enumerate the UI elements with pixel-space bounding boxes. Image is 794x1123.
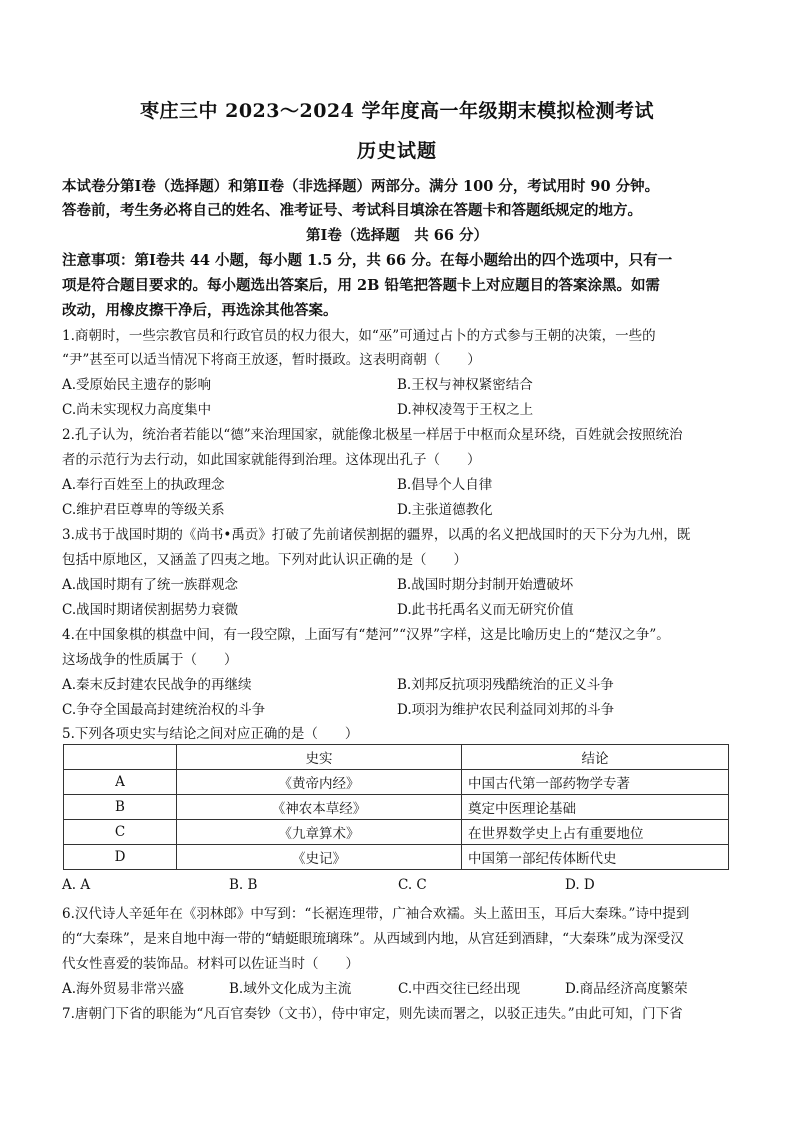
question-4-option-c: C.争夺全国最高封建统治权的斗争 [62,702,266,718]
table-header-row [64,745,729,770]
table-header-cell [64,745,177,770]
question-6-line-1: 6.汉代诗人辛延年在《羽林郎》中写到：“长裾连理带，广袖合欢襦。头上蓝田玉，耳后大秦珠。”诗中提到 [62,906,690,922]
note-line-1: 注意事项：第Ⅰ卷共 44 小题，每小题 1.5 分，共 66 分。在每小题给出的四个选项中，只有一 [62,252,673,269]
question-2-option-d: D.主张道德教化 [397,502,493,518]
table-cell: 中国第一部纪传体断代史 [462,845,729,870]
table-cell: 《神农本草经》 [177,795,462,820]
question-6-option-b: B.域外文化成为主流 [229,981,352,997]
table-cell: 奠定中医理论基础 [462,795,729,820]
table-cell: 《九章算术》 [177,820,462,845]
question-2-option-c: C.维护君臣尊卑的等级关系 [62,502,225,518]
question-1-line-1: 1.商朝时，一些宗教官员和行政官员的权力很大，如“巫”可通过占卜的方式参与王朝的决策，一些的 [62,328,656,344]
table-cell: 中国古代第一部药物学专著 [462,770,729,795]
table-header-cell: 史实 [177,745,462,770]
intro-line-1: 本试卷分第Ⅰ卷（选择题）和第Ⅱ卷（非选择题）两部分。满分 100 分，考试用时 90 分钟。 [62,178,660,195]
question-3-option-b: B.战国时期分封制开始遭破坏 [397,577,574,593]
question-7-line-1: 7.唐朝门下省的职能为“凡百官奏钞（文书），侍中审定，则先读而署之，以驳正违失。”由此可知，门下省 [62,1006,683,1022]
table-cell: B [64,795,177,820]
intro-line-2: 答卷前，考生务必将自己的姓名、准考证号、考试科目填涂在答题卡和答题纸规定的地方。 [62,202,642,219]
question-5-option-c: C. C [398,877,427,893]
question-5-option-b: B. B [229,877,258,893]
table-row [64,770,729,795]
table-cell: 《黄帝内经》 [177,770,462,795]
question-6-option-d: D.商品经济高度繁荣 [565,981,688,997]
question-6-line-3: 代女性喜爱的装饰品。材料可以佐证当时（ ） [62,956,359,972]
question-5-option-a: A. A [62,877,91,893]
table-cell: C [64,820,177,845]
question-6-line-2: 的“大秦珠”，是来自地中海一带的“蜻蜓眼琉璃珠”。从西域到内地，从宫廷到酒肆，“大秦珠”成为深受汉 [62,931,684,947]
table-cell: 《史记》 [177,845,462,870]
question-2-line-2: 者的示范行为去行动，如此国家就能得到治理。这体现出孔子（ ） [62,452,481,468]
question-3-option-c: C.战国时期诸侯割据势力衰微 [62,602,239,618]
question-1-option-c: C.尚未实现权力高度集中 [62,402,212,418]
question-4-option-b: B.刘邦反抗项羽残酷统治的正义斗争 [397,677,614,693]
question-6-option-c: C.中西交往已经出现 [398,981,521,997]
section-heading: 第Ⅰ卷（选择题 共 66 分） [305,227,489,244]
table-cell: A [64,770,177,795]
question-3-option-a: A.战国时期有了统一族群观念 [62,577,239,593]
question-5-line-1: 5.下列各项史实与结论之间对应正确的是（ ） [62,726,359,742]
table-header-cell: 结论 [462,745,729,770]
question-3-line-2: 包括中原地区，又涵盖了四夷之地。下列对此认识正确的是（ ） [62,552,467,568]
question-1-option-d: D.神权凌驾于王权之上 [397,402,534,418]
question-1-option-a: A.受原始民主遗存的影响 [62,377,212,393]
question-5-option-d: D. D [565,877,595,893]
note-line-2: 项是符合题目要求的。每小题选出答案后，用 2B 铅笔把答题卡上对应题目的答案涂黑。如需 [62,277,660,294]
table-row [64,845,729,870]
question-3-option-d: D.此书托禹名义而无研究价值 [397,602,574,618]
table-cell: D [64,845,177,870]
table-row [64,795,729,820]
question-3-line-1: 3.成书于战国时期的《尚书•禹贡》打破了先前诸侯割据的疆界，以禹的名义把战国时的天下分为九州，既 [62,527,691,543]
note-line-3: 改动，用橡皮擦干净后，再选涂其他答案。 [62,302,338,319]
question-4-line-1: 4.在中国象棋的棋盘中间，有一段空隙，上面写有“楚河”“汉界”字样，这是比喻历史上的“楚汉之争”。 [62,627,670,643]
table-cell: 在世界数学史上占有重要地位 [462,820,729,845]
question-1-line-2: “尹”甚至可以适当情况下将商王放逐，暂时摄政。这表明商朝（ ） [62,352,481,368]
question-1-option-b: B.王权与神权紧密结合 [397,377,533,393]
exam-title: 枣庄三中 2023～2024 学年度高一年级期末模拟检测考试 [140,100,654,122]
exam-subtitle: 历史试题 [356,140,437,162]
question-4-option-d: D.项羽为维护农民利益同刘邦的斗争 [397,702,615,718]
question-4-line-2: 这场战争的性质属于（ ） [62,652,238,668]
question-6-option-a: A.海外贸易非常兴盛 [62,981,185,997]
question-5-table [63,744,729,870]
table-row [64,820,729,845]
question-2-option-b: B.倡导个人自律 [397,477,493,493]
question-2-option-a: A.奉行百姓至上的执政理念 [62,477,225,493]
question-2-line-1: 2.孔子认为，统治者若能以“德”来治理国家，就能像北极星一样居于中枢而众星环绕，百姓就会按照统治 [62,427,683,443]
question-4-option-a: A.秦末反封建农民战争的再继续 [62,677,252,693]
